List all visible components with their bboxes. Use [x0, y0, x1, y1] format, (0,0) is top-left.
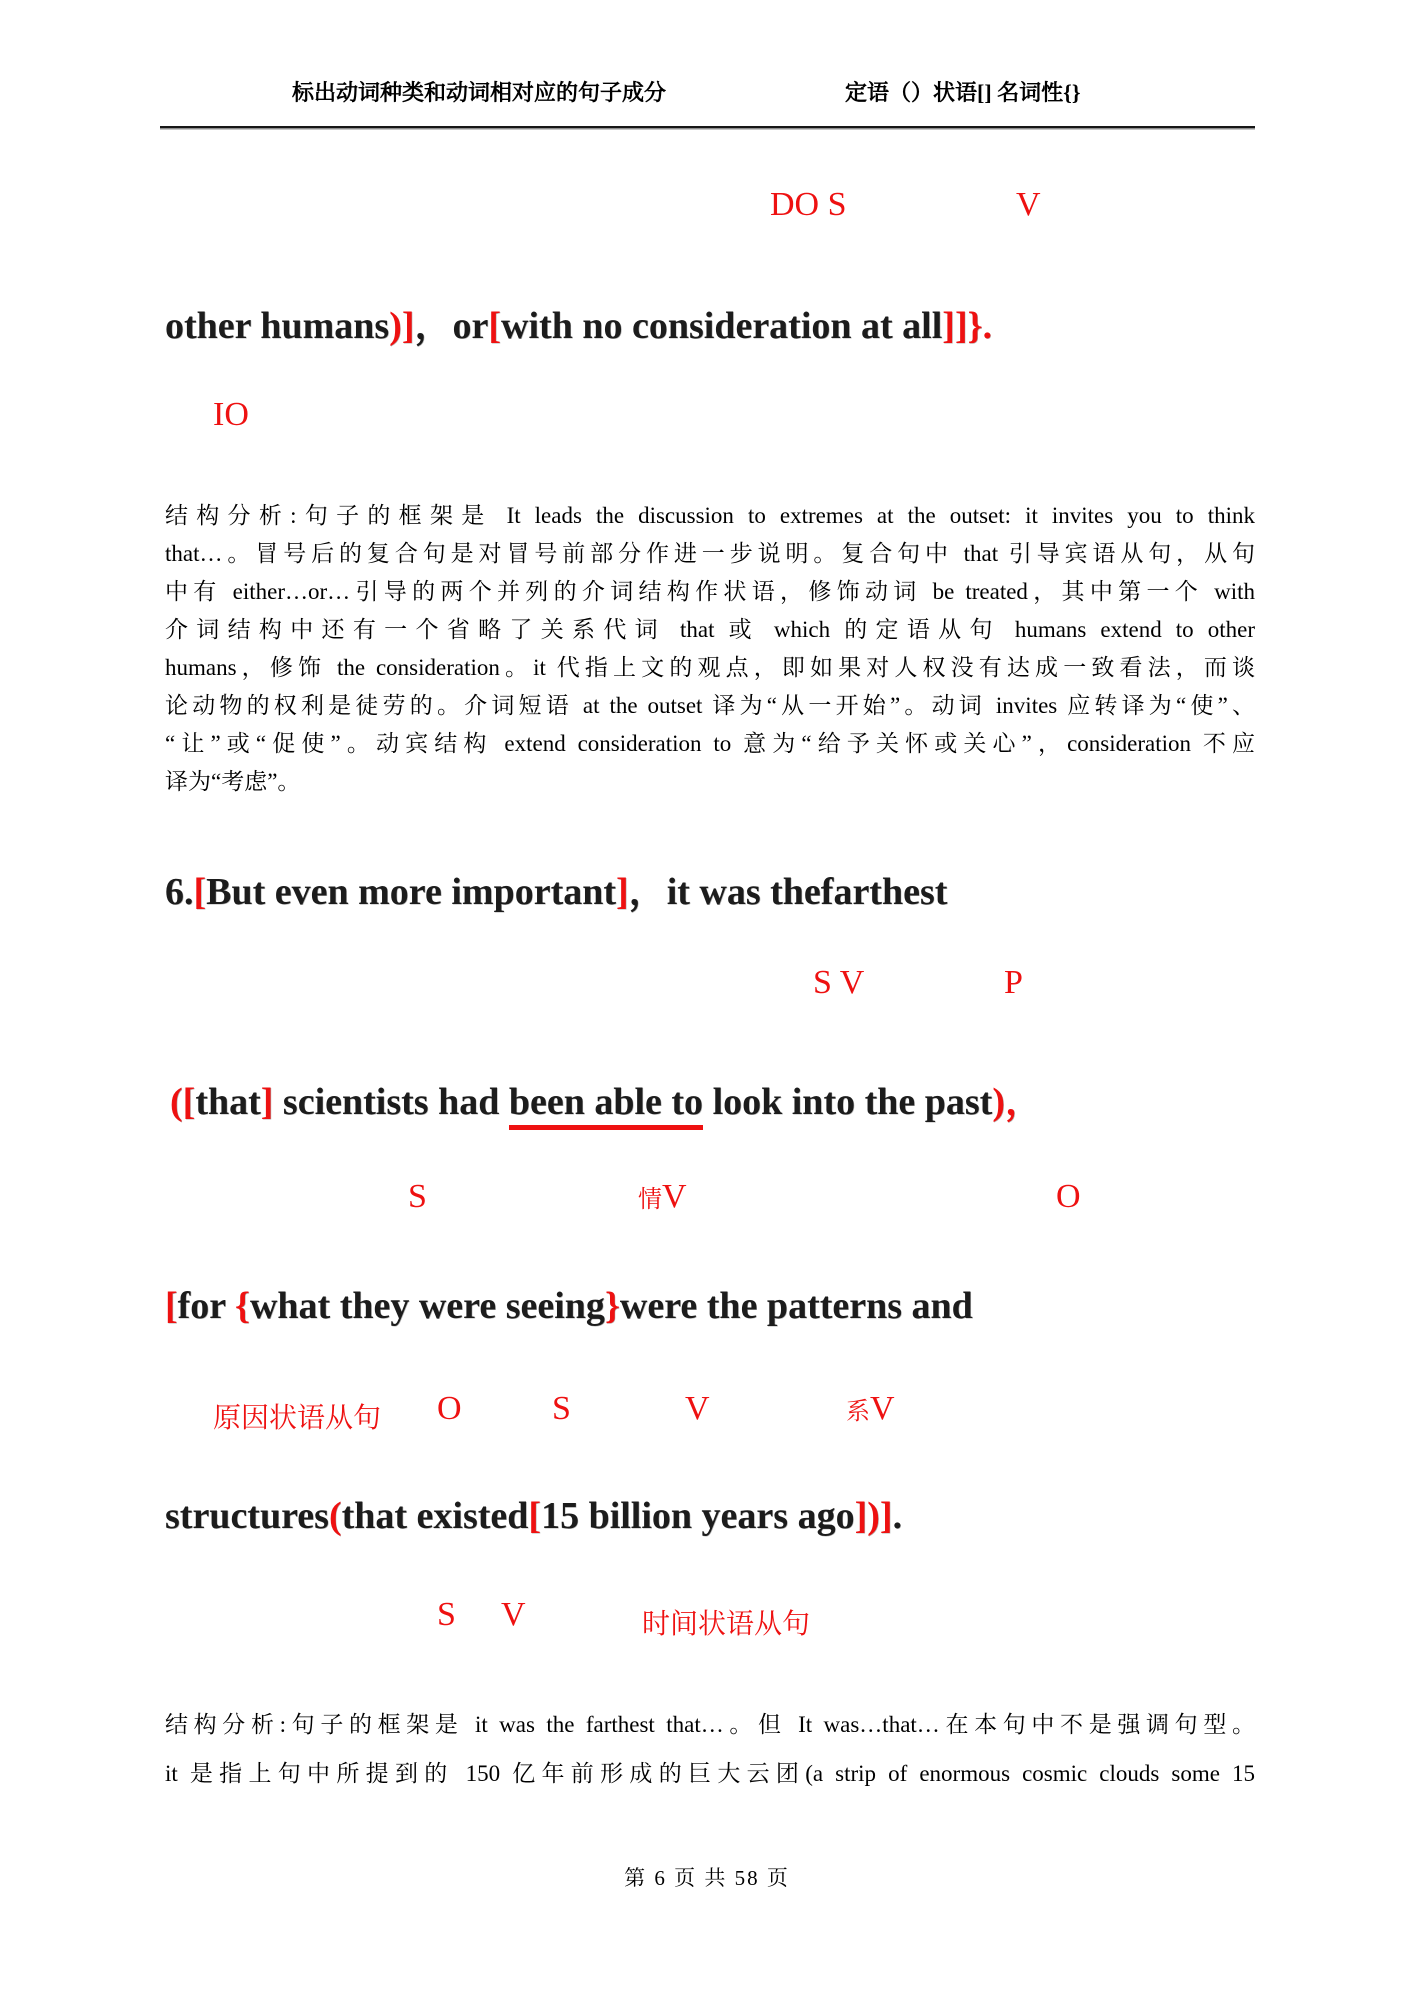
text-run: that existed: [341, 1495, 529, 1537]
analysis-line: humans，修饰 the consideration。it 代指上文的观点，即如果对人权没有达成一致看法，而谈: [165, 655, 1255, 680]
comma-red: ，: [1005, 1081, 1044, 1123]
analysis-line: 介词结构中还有一个省略了关系代词 that 或 which 的定语从句 humans extend to other: [165, 617, 1255, 642]
analysis-line: 结构分析:句子的框架是 it was the farthest that…。但 It was…that…在本句中不是强调句型。: [165, 1712, 1255, 1737]
modal-marker: 情: [638, 1187, 662, 1213]
text-run: But even more important: [206, 871, 617, 913]
text-run: look into the past: [703, 1081, 993, 1123]
sentence-line-6-4: [165, 1494, 902, 1538]
bracket-red: ]: [616, 871, 629, 913]
paren-red: (: [170, 1081, 183, 1123]
bracket-red: ]: [260, 1081, 274, 1123]
header-right-legend: 定语（）状语[] 名词性{}: [845, 80, 1081, 105]
header-left-title: 标出动词种类和动词相对应的句子成分: [292, 80, 667, 105]
sentence-line-6-1: [165, 860, 947, 915]
text-run: 15 billion years ago: [541, 1495, 855, 1537]
text-run: ，: [628, 871, 667, 913]
page-number: 第 6 页 共 58 页: [624, 1866, 790, 1890]
analysis-line: 论动物的权利是徒劳的。介词短语 at the outset 译为“从一开始”。动词 invites 应转译为“使”、: [165, 693, 1255, 718]
bracket-red: )]: [389, 305, 415, 347]
text-run: for: [177, 1285, 235, 1327]
header-rule: [160, 126, 1255, 128]
bracket-red: [: [488, 305, 502, 347]
grammar-label-v: V: [870, 1390, 895, 1427]
analysis-paragraph-2: [165, 1700, 1255, 1798]
analysis-line: “让”或“促使”。动宾结构 extend consideration to 意为“给予关怀或关心”，consideration 不应: [165, 731, 1255, 756]
clause-type-label-time: 时间状语从句: [642, 1609, 811, 1640]
grammar-label-v: V: [501, 1596, 526, 1633]
brace-red: }: [604, 1285, 620, 1327]
clause-type-label-reason: 原因状语从句: [213, 1403, 382, 1434]
grammar-label-v: V: [662, 1178, 687, 1215]
text-run: other humans: [165, 305, 390, 347]
grammar-label-io: IO: [213, 396, 249, 433]
underlined-text: been able to: [509, 1081, 703, 1130]
text-run: it was thefarthest: [666, 871, 948, 913]
grammar-label-qing-v: [638, 1178, 687, 1216]
brace-red: {: [235, 1285, 250, 1327]
text-run: with no consideration at all: [501, 305, 943, 347]
analysis-line: 结构分析:句子的框架是 It leads the discussion to extremes at the outset: it invites you to think: [165, 503, 1255, 528]
text-run: or: [452, 305, 489, 347]
bracket-red: [: [528, 1495, 542, 1537]
text-run: scientists had: [273, 1081, 509, 1123]
sentence-line-1: [165, 294, 992, 349]
sentence-line-6-3: [165, 1284, 973, 1328]
analysis-line: 中有 either…or…引导的两个并列的介词结构作状语，修饰动词 be treated，其中第一个 with: [165, 579, 1255, 604]
bracket-red: [: [193, 871, 207, 913]
linking-marker: 系: [846, 1399, 870, 1425]
text-run: ，: [414, 305, 453, 347]
text-run: structures: [165, 1495, 329, 1537]
paren-red: ): [992, 1081, 1005, 1123]
grammar-label-v: V: [1016, 186, 1041, 223]
grammar-label-do-s: DO S: [770, 186, 847, 223]
text-run: that: [195, 1081, 261, 1123]
grammar-label-s: S: [552, 1390, 571, 1427]
grammar-label-o: O: [437, 1390, 462, 1427]
text-run: what they were seeing: [249, 1285, 605, 1327]
grammar-label-xi-v: [846, 1390, 895, 1428]
grammar-label-v: V: [685, 1390, 710, 1427]
bracket-red: ])]: [854, 1495, 893, 1537]
analysis-paragraph-1: [165, 497, 1255, 801]
grammar-label-s: S: [437, 1596, 456, 1633]
bracket-red: ]]}.: [942, 305, 993, 347]
period: .: [892, 1495, 903, 1537]
bracket-red: [: [165, 1285, 178, 1327]
grammar-label-sv: S V: [813, 964, 865, 1001]
analysis-line: it 是指上句中所提到的 150 亿年前形成的巨大云团(a strip of enormous cosmic clouds some 15: [165, 1761, 1255, 1786]
grammar-label-s: S: [408, 1178, 427, 1215]
analysis-line: 译为“考虑”。: [165, 769, 301, 794]
sentence-line-6-2: [170, 1070, 1043, 1125]
bracket-red: [: [182, 1081, 196, 1123]
text-run: were the patterns and: [619, 1285, 973, 1327]
grammar-label-o: O: [1056, 1178, 1081, 1215]
paren-red: (: [328, 1495, 342, 1537]
item-number: 6.: [165, 871, 194, 913]
analysis-line: that…。冒号后的复合句是对冒号前部分作进一步说明。复合句中 that 引导宾语从句，从句: [165, 541, 1255, 566]
grammar-label-p: P: [1004, 964, 1023, 1001]
